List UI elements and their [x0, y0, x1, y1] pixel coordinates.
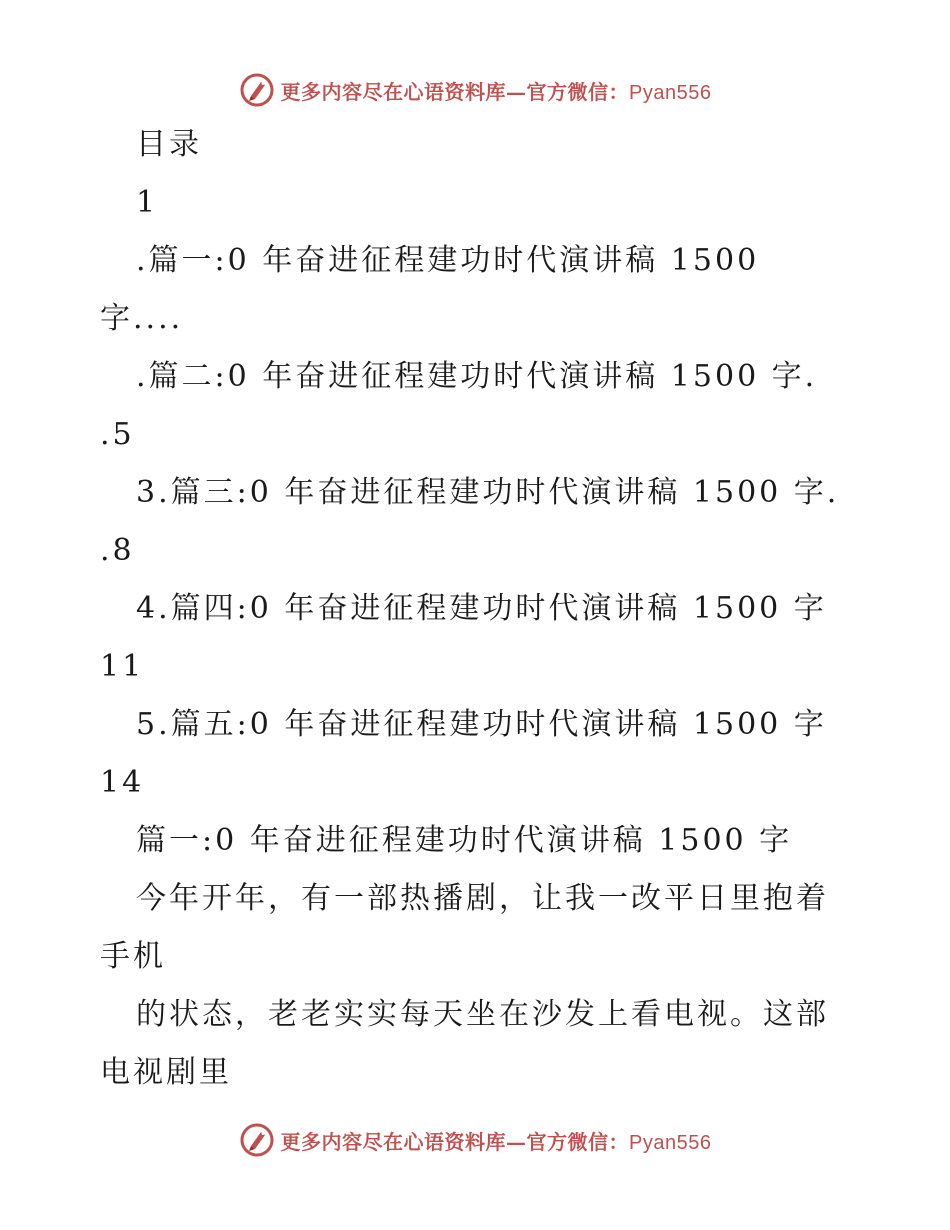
watermark-contact-id: Pyan556 [629, 81, 712, 104]
toc-entry-1: .篇一:0 年奋进征程建功时代演讲稿 1500 [136, 243, 760, 278]
pen-logo-icon [239, 1122, 275, 1158]
watermark-contact-label: 官方微信： [526, 79, 630, 104]
toc-entry-2: .篇二:0 年奋进征程建功时代演讲稿 1500 字. [136, 359, 818, 394]
toc-heading: 目录 [136, 127, 202, 162]
toc-entry-3-page: .8 [100, 533, 135, 568]
paragraph-line: 电视剧里 [100, 1055, 232, 1090]
watermark-dash: — [506, 79, 527, 104]
toc-entry-1-continued: 字.... [100, 301, 184, 336]
watermark-contact-label: 官方微信： [526, 1129, 630, 1154]
section-heading: 篇一:0 年奋进征程建功时代演讲稿 1500 字 [136, 823, 793, 858]
watermark-title: 更多内容尽在心语资料库 [280, 79, 507, 104]
watermark-text [281, 1126, 712, 1155]
document-body [100, 116, 860, 1102]
watermark-title: 更多内容尽在心语资料库 [280, 1129, 507, 1154]
watermark-contact-id: Pyan556 [629, 1131, 712, 1154]
toc-entry-5-page: 14 [100, 765, 145, 800]
toc-entry-3: 3.篇三:0 年奋进征程建功时代演讲稿 1500 字. [136, 475, 840, 510]
header-watermark-banner [0, 68, 950, 112]
toc-entry-5: 5.篇五:0 年奋进征程建功时代演讲稿 1500 字 [136, 707, 827, 742]
watermark-text [281, 76, 712, 105]
toc-number: 1 [136, 185, 159, 220]
paragraph-line: 今年开年，有一部热播剧，让我一改平日里抱着 [136, 881, 829, 916]
toc-entry-2-page: .5 [100, 417, 135, 452]
paragraph-line: 的状态，老老实实每天坐在沙发上看电视。这部 [136, 997, 829, 1032]
toc-entry-4-page: 11 [100, 649, 145, 684]
toc-entry-4: 4.篇四:0 年奋进征程建功时代演讲稿 1500 字 [136, 591, 827, 626]
pen-logo-icon [239, 72, 275, 108]
footer-watermark-banner [0, 1118, 950, 1162]
watermark-dash: — [506, 1129, 527, 1154]
paragraph-line: 手机 [100, 939, 166, 974]
